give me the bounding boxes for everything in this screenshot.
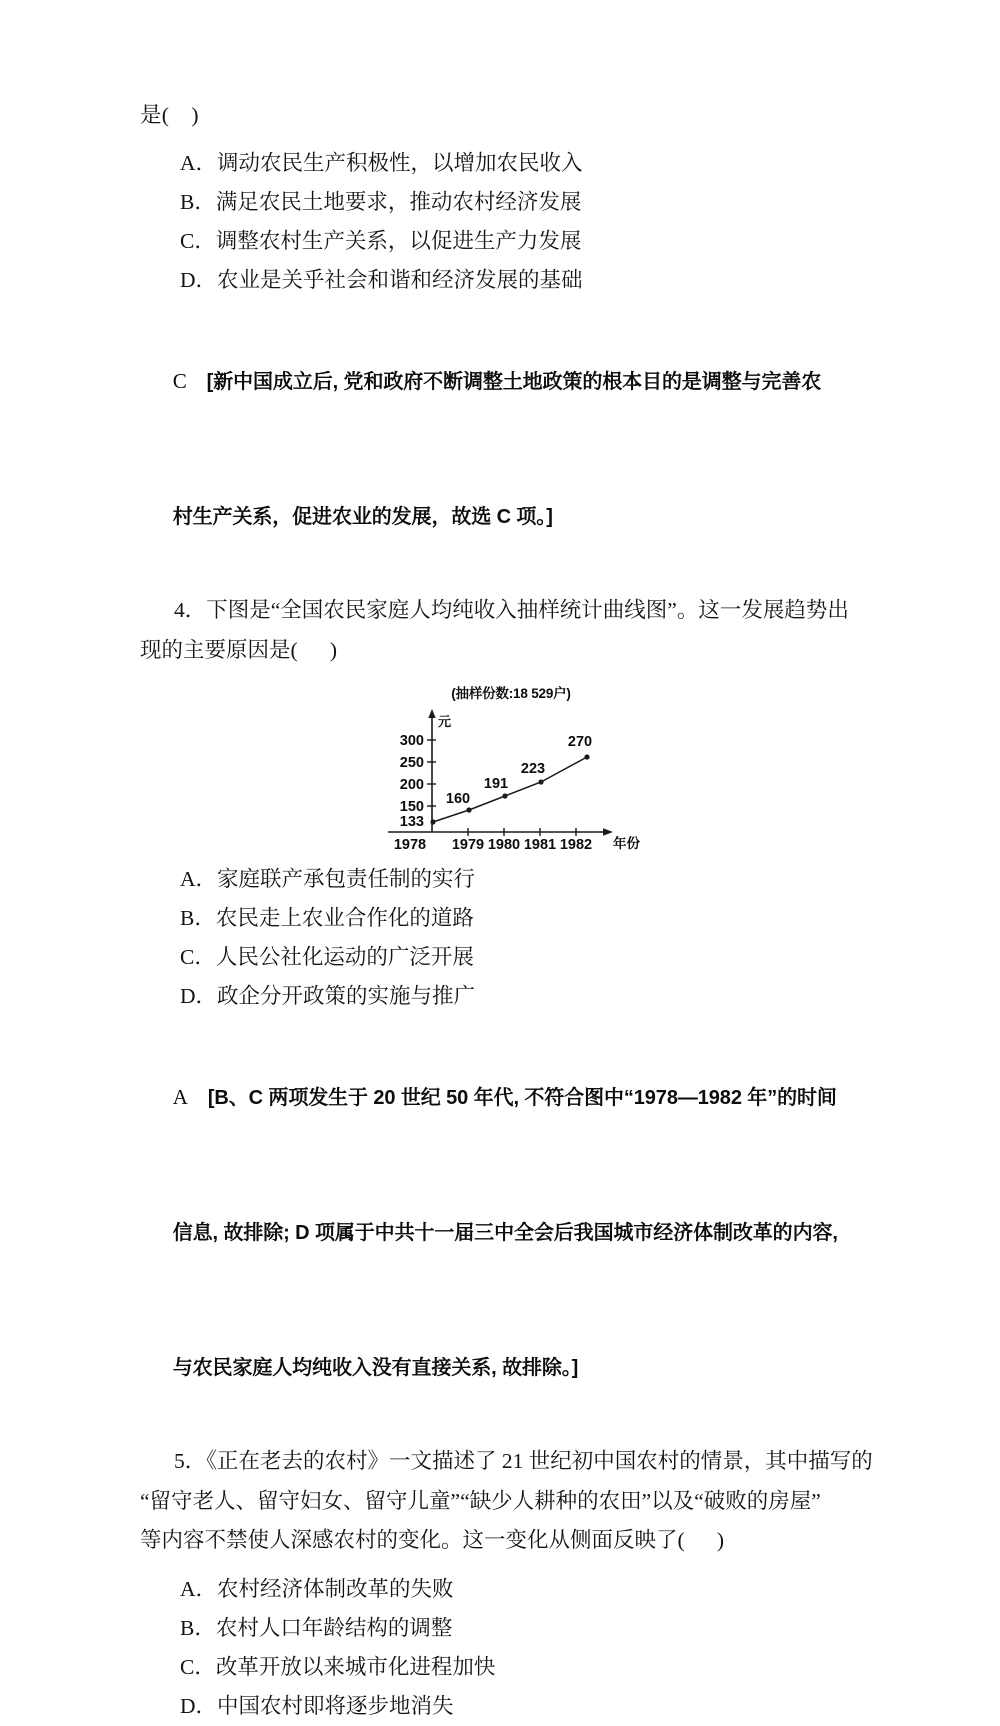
chart-title: (抽样份数:18 529户) bbox=[451, 686, 571, 701]
chart-x-axis-arrow bbox=[603, 828, 613, 836]
question4-stem-line2: 现的主要原因是( ) bbox=[140, 637, 338, 662]
chart-label-160: 160 bbox=[445, 791, 471, 807]
question3-explanation-line2-wrap bbox=[140, 450, 882, 585]
question4-explanation-line1: [B、C 两项发生于 20 世纪 50 年代, 不符合图中“1978—1982 年”的时间 bbox=[207, 1087, 837, 1109]
question5-option-b: B．农村人口年龄结构的调整 bbox=[180, 1615, 453, 1640]
question4-explanation-line2-wrap bbox=[140, 1166, 882, 1301]
question3-option-a: A．调动农民生产积极性，以增加农民收入 bbox=[180, 151, 583, 175]
question4-explanation-line3: 与农民家庭人均纯收入没有直接关系, 故排除。] bbox=[172, 1357, 579, 1379]
question3-explanation-line2: 村生产关系，促进农业的发展，故选 C 项。] bbox=[172, 506, 553, 528]
question3-answer-letter: C bbox=[172, 369, 187, 393]
chart-ytick-133: 133 bbox=[399, 814, 424, 830]
chart-ytick-150: 150 bbox=[399, 799, 424, 815]
page-content bbox=[140, 96, 882, 1726]
question4-option-c: C．人民公社化运动的广泛开展 bbox=[180, 945, 474, 969]
question3-explanation-line1: [新中国成立后, 党和政府不断调整土地政策的根本目的是调整与完善农 bbox=[206, 371, 822, 393]
chart-xtick-1980: 1980 bbox=[487, 837, 521, 850]
question5-option-c: C．改革开放以来城市化进程加快 bbox=[180, 1654, 496, 1679]
chart-label-223: 223 bbox=[520, 761, 546, 777]
chart-xtick-1978: 1978 bbox=[393, 837, 427, 850]
chart-point-labels bbox=[446, 734, 592, 807]
chart-point-1979 bbox=[466, 807, 471, 812]
chart-data-points bbox=[430, 754, 589, 824]
chart-point-1978 bbox=[430, 819, 435, 824]
question5-stem-line3: 等内容不禁使人深感农村的变化。这一变化从侧面反映了( ) bbox=[140, 1528, 725, 1552]
question3-option-d: D．农业是关乎社会和谐和经济发展的基础 bbox=[180, 268, 583, 292]
question5-stem-line2: “留守老人、留守妇女、留守儿童”“缺少人耕种的农田”以及“破败的房屋” bbox=[140, 1488, 821, 1513]
chart-point-1980 bbox=[502, 793, 507, 798]
income-line-chart-figure bbox=[140, 682, 882, 850]
chart-ytick-200: 200 bbox=[399, 777, 424, 793]
chart-ytick-300: 300 bbox=[399, 733, 424, 749]
question3-stem-continuation: 是( ) bbox=[140, 103, 199, 127]
chart-label-191: 191 bbox=[483, 776, 509, 792]
chart-x-tick-labels bbox=[394, 837, 592, 850]
chart-svg bbox=[370, 682, 652, 850]
question4-answer-letter: A bbox=[172, 1085, 188, 1109]
question4-explanation-line2: 信息, 故排除; D 项属于中共十一届三中全会后我国城市经济体制改革的内容, bbox=[172, 1222, 838, 1244]
chart-xtick-1982: 1982 bbox=[559, 837, 593, 850]
question4-explanation bbox=[140, 1030, 882, 1166]
chart-data-line bbox=[433, 757, 587, 822]
chart-y-axis-label: 元 bbox=[438, 714, 452, 729]
question5-option-d: D．中国农村即将逐步地消失 bbox=[180, 1693, 454, 1718]
question4-option-d: D．政企分开政策的实施与推广 bbox=[180, 984, 476, 1008]
chart-point-1981 bbox=[538, 779, 543, 784]
chart-label-270: 270 bbox=[567, 734, 593, 750]
question5-stem-line1: 5．《正在老去的农村》一文描述了 21 世纪初中国农村的情景，其中描写的 bbox=[174, 1449, 873, 1473]
question5-option-a: A．农村经济体制改革的失败 bbox=[180, 1576, 454, 1601]
chart-y-tick-labels bbox=[400, 733, 424, 830]
chart-x-axis-label: 年份 bbox=[613, 836, 640, 850]
chart-point-1982 bbox=[584, 754, 589, 759]
question3-option-c: C．调整农村生产关系，以促进生产力发展 bbox=[180, 229, 582, 253]
chart-xtick-1981: 1981 bbox=[523, 837, 557, 850]
chart-xtick-1979: 1979 bbox=[451, 837, 485, 850]
question3-option-b: B．满足农民土地要求，推动农村经济发展 bbox=[180, 190, 582, 214]
chart-ytick-250: 250 bbox=[399, 755, 424, 771]
chart-container bbox=[370, 682, 652, 850]
question3-explanation bbox=[140, 314, 882, 450]
chart-y-axis-arrow bbox=[428, 709, 435, 718]
question4-explanation-line3-wrap bbox=[140, 1301, 882, 1436]
question4-option-a: A．家庭联产承包责任制的实行 bbox=[180, 867, 476, 891]
question4-option-b: B．农民走上农业合作化的道路 bbox=[180, 906, 474, 930]
question4-stem-line1: 4．下图是“全国农民家庭人均纯收入抽样统计曲线图”。这一发展趋势出 bbox=[174, 598, 849, 622]
